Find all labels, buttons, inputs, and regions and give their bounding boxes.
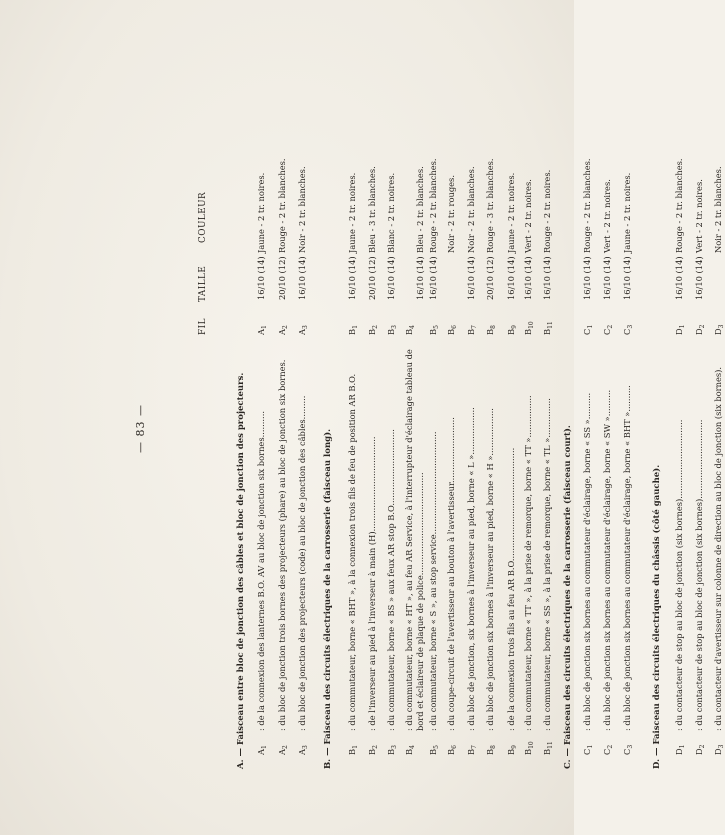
row-code: $A_2$	[277, 745, 289, 755]
table-row	[347, 0, 358, 835]
row-description: : du commutateur, borne « SS », à la prise de remorque, borne « TL »...............	[542, 398, 552, 731]
row-taille: 16/10 (14)	[694, 256, 704, 300]
row-couleur: Jaune - 2 tr. noires.	[622, 172, 632, 253]
header-taille: TAILLE	[198, 265, 208, 302]
row-taille: 20/10 (12)	[367, 256, 377, 300]
row-taille: 16/10 (14)	[523, 256, 533, 300]
section-title: D. — Faisceau des circuits électriques du châssis (côté gauche).	[652, 464, 662, 769]
row-fil: $B_{11}$	[542, 321, 554, 335]
row-fil: $C_1$	[582, 324, 594, 335]
row-couleur: Vert - 2 tr. noires.	[602, 179, 612, 253]
header-fil: FIL	[198, 318, 208, 335]
table-row	[485, 0, 496, 835]
row-couleur: Bleu - 2 tr. blanches.	[415, 166, 425, 253]
table-row	[602, 0, 613, 835]
row-code: $B_2$	[367, 745, 379, 755]
row-code: $B_8$	[485, 745, 497, 755]
row-fil: $B_9$	[506, 325, 518, 335]
row-taille: 20/10 (12)	[485, 256, 495, 300]
row-description: : du bloc de jonction, six bornes à l'inverseur au pied, borne « L »..................	[466, 407, 476, 731]
row-code: $C_1$	[582, 744, 594, 755]
row-code: $A_1$	[256, 745, 268, 755]
row-code: $D_2$	[694, 744, 706, 755]
table-row	[297, 0, 308, 835]
row-couleur: Rouge - 2 tr. noires.	[542, 169, 552, 253]
row-code: $C_2$	[602, 744, 614, 755]
row-couleur: Jaune - 2 tr. noires.	[347, 172, 357, 253]
row-couleur: Rouge - 2 tr. blanches.	[428, 158, 438, 253]
row-description: : du contacteur d'avertisseur sur colonne de direction au bloc de jonction (six bornes).	[713, 366, 723, 731]
row-description: : du commutateur, borne « BS » aux feux AR stop B.O.............................	[386, 429, 396, 731]
row-couleur: Rouge - 2 tr. blanches.	[674, 158, 684, 253]
row-code: $B_3$	[386, 745, 398, 755]
row-code: $B_9$	[506, 745, 518, 755]
row-code: $B_5$	[428, 745, 440, 755]
row-taille: 16/10 (14)	[674, 256, 684, 300]
table-row	[694, 0, 705, 835]
row-description: : de la connexion trois fils au feu AR B.O...........................................	[506, 447, 516, 731]
row-fil: $B_7$	[466, 325, 478, 335]
row-taille: 16/10 (14)	[256, 256, 266, 300]
row-fil: $D_3$	[713, 324, 725, 335]
row-taille: 16/10 (14)	[602, 256, 612, 300]
row-couleur: Jaune - 2 tr. noires.	[256, 172, 266, 253]
row-description: : du bloc de jonction trois bornes des projecteurs (phare) au bloc de jonction six bornes.	[277, 359, 287, 731]
row-taille: 20/10 (12)	[277, 256, 287, 300]
row-couleur: Bleu - 3 tr. blanches.	[367, 166, 377, 253]
table-row	[622, 0, 633, 835]
row-description: : de l'inverseur au pied à l'inverseur à main (H)....................................	[367, 436, 377, 731]
row-code: $B_1$	[347, 745, 359, 755]
row-couleur: Rouge - 3 tr. blanches.	[485, 158, 495, 253]
row-fil: $B_4$	[404, 325, 416, 335]
table-row	[277, 0, 288, 835]
row-couleur: Vert - 2 tr. noires.	[694, 179, 704, 253]
row-taille: 16/10 (14)	[428, 256, 438, 300]
row-couleur: Blanc - 2 tr. noires.	[386, 172, 396, 253]
table-row	[386, 0, 397, 835]
row-taille: 16/10 (14)	[506, 256, 516, 300]
row-description: : du contacteur de stop au bloc de jonction (six bornes)..............................	[674, 419, 684, 731]
row-fil: $A_3$	[297, 325, 309, 335]
row-description: : du coupe-circuit de l'avertisseur au bouton à l'avertisseur.........................	[446, 417, 456, 731]
row-fil: $A_2$	[277, 325, 289, 335]
row-code: $C_3$	[622, 744, 634, 755]
row-couleur: Rouge - 2 tr. blanches.	[582, 158, 592, 253]
row-couleur: Noir - 2 tr. rouges.	[446, 175, 456, 253]
row-taille: 16/10 (14)	[297, 256, 307, 300]
row-taille: 16/10 (14)	[466, 256, 476, 300]
row-code: $D_1$	[674, 744, 686, 755]
table-row	[466, 0, 477, 835]
row-description: : du commutateur, borne « BHT », à la connexion trois fils de feu de position AR B.O.	[347, 373, 357, 731]
table-row	[713, 0, 724, 835]
table-row	[404, 0, 425, 835]
row-code: $B_4$	[404, 745, 416, 755]
section-title: B. — Faisceau des circuits électriques de la carrosserie (faisceau long).	[323, 428, 333, 769]
row-fil: $B_{10}$	[523, 321, 535, 335]
row-fil: $A_1$	[256, 325, 268, 335]
row-description: : du commutateur, borne « TT », à la prise de remorque, borne « TT »................	[523, 395, 533, 731]
row-description: : du commutateur, borne « HT », au feu AR Service, à l'interrupteur d'éclairage tableau de bord et éclaireur de plaque de police.......................................	[404, 349, 425, 731]
page-number: — 83 —	[134, 404, 147, 453]
row-couleur: Noir - 2 tr. blanches.	[297, 166, 307, 253]
row-description: : du bloc de jonction des projecteurs (code) au bloc de jonction des câbles.........	[297, 395, 307, 731]
row-taille: 16/10 (14)	[386, 256, 396, 300]
header-couleur: COULEUR	[198, 191, 208, 243]
section-title: A. — Faisceau entre bloc de jonction des câbles et bloc de jonction des projecteurs.	[236, 372, 246, 769]
row-description: : de la connexion des lanternes B.O. AV au bloc de jonction six bornes..........	[256, 411, 266, 731]
table-row	[523, 0, 534, 835]
table-row	[674, 0, 685, 835]
row-taille: 16/10 (14)	[622, 256, 632, 300]
row-taille: 16/10 (14)	[415, 256, 425, 300]
row-code: $A_3$	[297, 745, 309, 755]
row-fil: $B_2$	[367, 325, 379, 335]
row-couleur: Rouge - 2 tr. blanches.	[277, 158, 287, 253]
row-taille: 16/10 (14)	[542, 256, 552, 300]
row-description: : du contacteur de stop au bloc de jonction (six bornes)..............................	[694, 419, 704, 731]
table-row	[446, 0, 457, 835]
row-couleur: Vert - 2 tr. noires.	[523, 179, 533, 253]
row-couleur: Jaune - 2 tr. noires.	[506, 172, 516, 253]
section-title: C. — Faisceau des circuits électriques de la carrosserie (faisceau court).	[563, 425, 573, 769]
row-couleur: Noir - 2 tr. blanches.	[713, 166, 723, 253]
row-code: $B_7$	[466, 745, 478, 755]
row-fil: $B_8$	[485, 325, 497, 335]
row-fil: $B_1$	[347, 325, 359, 335]
table-row	[428, 0, 439, 835]
row-description: : du commutateur, borne « S », au stop service.......................................	[428, 431, 438, 731]
row-code: $D_3$	[713, 744, 725, 755]
table-row	[542, 0, 553, 835]
row-code: $B_{11}$	[542, 741, 554, 755]
table-row	[506, 0, 517, 835]
table-row	[582, 0, 593, 835]
row-fil: $C_2$	[602, 324, 614, 335]
table-row	[256, 0, 267, 835]
row-description: : du bloc de jonction six bornes au commutateur d'éclairage, borne « SW »..........	[602, 389, 612, 731]
row-code: $B_6$	[446, 745, 458, 755]
row-code: $B_{10}$	[523, 741, 535, 755]
row-description: : du bloc de jonction six bornes au commutateur d'éclairage, borne « BHT »..........	[622, 385, 632, 731]
row-description: : du bloc de jonction six bornes à l'inverseur au pied, borne « H »..................	[485, 408, 495, 731]
row-fil: $B_3$	[386, 325, 398, 335]
row-fil: $D_1$	[674, 324, 686, 335]
row-taille: 16/10 (14)	[582, 256, 592, 300]
row-description: : du bloc de jonction six bornes au commutateur d'éclairage, borne « SS »..........	[582, 392, 592, 731]
row-taille: 16/10 (14)	[347, 256, 357, 300]
row-fil: $B_5$	[428, 325, 440, 335]
row-fil: $B_6$	[446, 325, 458, 335]
row-couleur: Noir - 2 tr. blanches.	[466, 166, 476, 253]
row-fil: $C_3$	[622, 324, 634, 335]
row-fil: $D_2$	[694, 324, 706, 335]
table-row	[367, 0, 378, 835]
